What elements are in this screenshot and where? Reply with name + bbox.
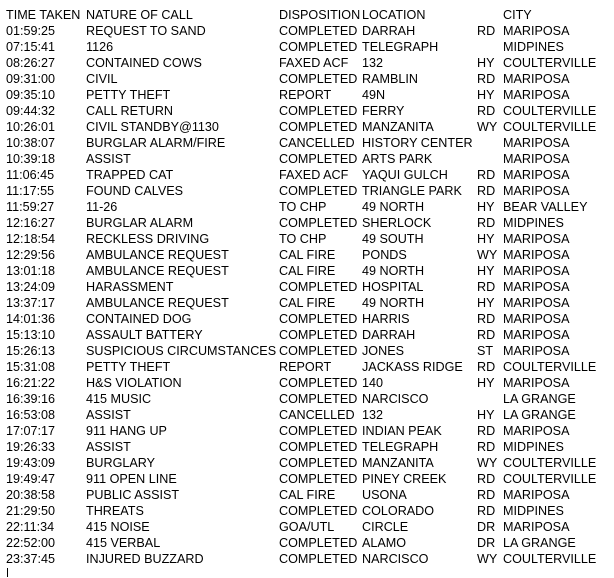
city-cell: MARIPOSA <box>503 152 570 166</box>
street-suffix-cell: WY <box>477 120 498 134</box>
table-row <box>6 247 608 263</box>
city-cell: LA GRANGE <box>503 392 576 406</box>
city-cell: MARIPOSA <box>503 88 570 102</box>
nature-of-call-cell: H&S VIOLATION <box>86 376 182 390</box>
time-cell: 11:59:27 <box>6 200 55 214</box>
table-row <box>6 407 608 423</box>
table-row <box>6 55 608 71</box>
street-suffix-cell: RD <box>477 328 496 342</box>
disposition-cell: COMPLETED <box>279 280 358 294</box>
time-cell: 10:26:01 <box>6 120 56 134</box>
location-cell: 132 <box>362 408 384 422</box>
street-suffix-cell: WY <box>477 552 498 566</box>
disposition-cell: COMPLETED <box>279 104 358 118</box>
city-cell: MIDPINES <box>503 504 564 518</box>
disposition-cell: FAXED ACF <box>279 168 349 182</box>
table-row <box>6 39 608 55</box>
header-disposition: DISPOSITION <box>279 8 361 22</box>
location-cell: PINEY CREEK <box>362 472 447 486</box>
street-suffix-cell: RD <box>477 504 496 518</box>
disposition-cell: CAL FIRE <box>279 264 336 278</box>
table-row <box>6 503 608 519</box>
disposition-cell: FAXED ACF <box>279 56 349 70</box>
disposition-cell: REPORT <box>279 360 332 374</box>
time-cell: 12:29:56 <box>6 248 56 262</box>
location-cell: 49 SOUTH <box>362 232 424 246</box>
table-row <box>6 199 608 215</box>
disposition-cell: COMPLETED <box>279 24 358 38</box>
location-cell: 49N <box>362 88 386 102</box>
disposition-cell: COMPLETED <box>279 504 358 518</box>
time-cell: 08:26:27 <box>6 56 56 70</box>
time-cell: 10:38:07 <box>6 136 56 150</box>
nature-of-call-cell: 11-26 <box>86 200 118 214</box>
disposition-cell: COMPLETED <box>279 376 358 390</box>
table-row <box>6 535 608 551</box>
table-row <box>6 439 608 455</box>
city-cell: MARIPOSA <box>503 232 570 246</box>
city-cell: MARIPOSA <box>503 280 570 294</box>
location-cell: 49 NORTH <box>362 264 425 278</box>
street-suffix-cell: RD <box>477 472 496 486</box>
call-log-table <box>6 7 608 567</box>
location-cell: ARTS PARK <box>362 152 433 166</box>
city-cell: COULTERVILLE <box>503 56 597 70</box>
street-suffix-cell: HY <box>477 56 495 70</box>
city-cell: MARIPOSA <box>503 72 570 86</box>
location-cell: NARCISCO <box>362 392 429 406</box>
table-row <box>6 471 608 487</box>
street-suffix-cell: WY <box>477 248 498 262</box>
disposition-cell: COMPLETED <box>279 120 358 134</box>
city-cell: MARIPOSA <box>503 488 570 502</box>
time-cell: 14:01:36 <box>6 312 56 326</box>
location-cell: RAMBLIN <box>362 72 418 86</box>
location-cell: 49 NORTH <box>362 296 425 310</box>
location-cell: COLORADO <box>362 504 435 518</box>
nature-of-call-cell: FOUND CALVES <box>86 184 184 198</box>
disposition-cell: COMPLETED <box>279 552 358 566</box>
city-cell: MARIPOSA <box>503 248 570 262</box>
nature-of-call-cell: 415 MUSIC <box>86 392 152 406</box>
street-suffix-cell: RD <box>477 424 496 438</box>
time-cell: 09:31:00 <box>6 72 56 86</box>
table-row <box>6 71 608 87</box>
time-cell: 11:06:45 <box>6 168 55 182</box>
disposition-cell: COMPLETED <box>279 184 358 198</box>
time-cell: 19:26:33 <box>6 440 56 454</box>
nature-of-call-cell: AMBULANCE REQUEST <box>86 264 229 278</box>
location-cell: HOSPITAL <box>362 280 424 294</box>
table-row <box>6 231 608 247</box>
disposition-cell: TO CHP <box>279 200 327 214</box>
city-cell: LA GRANGE <box>503 536 576 550</box>
nature-of-call-cell: RECKLESS DRIVING <box>86 232 210 246</box>
disposition-cell: COMPLETED <box>279 536 358 550</box>
time-cell: 17:07:17 <box>6 424 56 438</box>
location-cell: 140 <box>362 376 384 390</box>
table-row <box>6 23 608 39</box>
table-row <box>6 215 608 231</box>
nature-of-call-cell: BURGLARY <box>86 456 156 470</box>
location-cell: TELEGRAPH <box>362 440 439 454</box>
header-location: LOCATION <box>362 8 426 22</box>
nature-of-call-cell: 1126 <box>86 40 114 54</box>
street-suffix-cell: RD <box>477 72 496 86</box>
time-cell: 13:37:17 <box>6 296 56 310</box>
nature-of-call-cell: CIVIL STANDBY@1130 <box>86 120 219 134</box>
nature-of-call-cell: PUBLIC ASSIST <box>86 488 180 502</box>
nature-of-call-cell: CONTAINED COWS <box>86 56 202 70</box>
disposition-cell: CANCELLED <box>279 408 355 422</box>
city-cell: MARIPOSA <box>503 520 570 534</box>
time-cell: 11:17:55 <box>6 184 55 198</box>
nature-of-call-cell: ASSIST <box>86 440 131 454</box>
location-cell: PONDS <box>362 248 407 262</box>
disposition-cell: CAL FIRE <box>279 488 336 502</box>
time-cell: 21:29:50 <box>6 504 56 518</box>
nature-of-call-cell: AMBULANCE REQUEST <box>86 296 229 310</box>
nature-of-call-cell: PETTY THEFT <box>86 360 171 374</box>
location-cell: HARRIS <box>362 312 410 326</box>
location-cell: CIRCLE <box>362 520 409 534</box>
location-cell: HISTORY CENTER <box>362 136 473 150</box>
street-suffix-cell: RD <box>477 184 496 198</box>
city-cell: COULTERVILLE <box>503 552 597 566</box>
street-suffix-cell: RD <box>477 104 496 118</box>
time-cell: 15:13:10 <box>6 328 56 342</box>
time-cell: 13:24:09 <box>6 280 56 294</box>
time-cell: 16:21:22 <box>6 376 56 390</box>
table-row <box>6 343 608 359</box>
header-row <box>6 7 608 23</box>
city-cell: MARIPOSA <box>503 312 570 326</box>
location-cell: SHERLOCK <box>362 216 432 230</box>
time-cell: 13:01:18 <box>6 264 56 278</box>
time-cell: 16:53:08 <box>6 408 56 422</box>
nature-of-call-cell: REQUEST TO SAND <box>86 24 206 38</box>
location-cell: JACKASS RIDGE <box>362 360 463 374</box>
table-row <box>6 359 608 375</box>
street-suffix-cell <box>477 391 503 407</box>
city-cell: BEAR VALLEY <box>503 200 588 214</box>
location-cell: FERRY <box>362 104 405 118</box>
header-street-suffix <box>477 7 503 23</box>
city-cell: COULTERVILLE <box>503 104 597 118</box>
city-cell: COULTERVILLE <box>503 456 597 470</box>
nature-of-call-cell: SUSPICIOUS CIRCUMSTANCES <box>86 344 277 358</box>
time-cell: 09:44:32 <box>6 104 56 118</box>
city-cell: MIDPINES <box>503 440 564 454</box>
street-suffix-cell: HY <box>477 232 495 246</box>
city-cell: MARIPOSA <box>503 424 570 438</box>
nature-of-call-cell: TRAPPED CAT <box>86 168 174 182</box>
table-row <box>6 167 608 183</box>
location-cell: USONA <box>362 488 407 502</box>
time-cell: 09:35:10 <box>6 88 56 102</box>
disposition-cell: COMPLETED <box>279 40 358 54</box>
location-cell: DARRAH <box>362 328 416 342</box>
city-cell: MARIPOSA <box>503 296 570 310</box>
street-suffix-cell <box>477 135 503 151</box>
city-cell: MARIPOSA <box>503 24 570 38</box>
time-cell: 01:59:25 <box>6 24 56 38</box>
city-cell: MARIPOSA <box>503 264 570 278</box>
street-suffix-cell: RD <box>477 440 496 454</box>
street-suffix-cell: RD <box>477 488 496 502</box>
table-row <box>6 119 608 135</box>
location-cell: 132 <box>362 56 384 70</box>
disposition-cell: CAL FIRE <box>279 248 336 262</box>
disposition-cell: COMPLETED <box>279 152 358 166</box>
location-cell: MANZANITA <box>362 120 434 134</box>
city-cell: COULTERVILLE <box>503 472 597 486</box>
table-row <box>6 151 608 167</box>
time-cell: 22:52:00 <box>6 536 56 550</box>
table-row <box>6 423 608 439</box>
time-cell: 22:11:34 <box>6 520 55 534</box>
city-cell: MARIPOSA <box>503 376 570 390</box>
time-cell: 16:39:16 <box>6 392 56 406</box>
city-cell: MIDPINES <box>503 216 564 230</box>
city-cell: COULTERVILLE <box>503 120 597 134</box>
nature-of-call-cell: PETTY THEFT <box>86 88 171 102</box>
street-suffix-cell: HY <box>477 408 495 422</box>
street-suffix-cell: DR <box>477 520 496 534</box>
table-row <box>6 103 608 119</box>
disposition-cell: COMPLETED <box>279 424 358 438</box>
nature-of-call-cell: AMBULANCE REQUEST <box>86 248 229 262</box>
nature-of-call-cell: ASSIST <box>86 408 131 422</box>
location-cell: DARRAH <box>362 24 416 38</box>
table-row <box>6 519 608 535</box>
nature-of-call-cell: 415 VERBAL <box>86 536 161 550</box>
nature-of-call-cell: 415 NOISE <box>86 520 150 534</box>
street-suffix-cell: RD <box>477 312 496 326</box>
disposition-cell: TO CHP <box>279 232 327 246</box>
disposition-cell: COMPLETED <box>279 344 358 358</box>
street-suffix-cell: HY <box>477 296 495 310</box>
disposition-cell: CAL FIRE <box>279 296 336 310</box>
table-row <box>6 135 608 151</box>
table-row <box>6 375 608 391</box>
nature-of-call-cell: ASSIST <box>86 152 131 166</box>
disposition-cell: REPORT <box>279 88 332 102</box>
time-cell: 19:43:09 <box>6 456 56 470</box>
street-suffix-cell: RD <box>477 24 496 38</box>
table-row <box>6 327 608 343</box>
disposition-cell: COMPLETED <box>279 328 358 342</box>
location-cell: YAQUI GULCH <box>362 168 448 182</box>
location-cell: 49 NORTH <box>362 200 425 214</box>
location-cell: INDIAN PEAK <box>362 424 442 438</box>
table-row <box>6 183 608 199</box>
time-cell: 12:16:27 <box>6 216 56 230</box>
disposition-cell: CANCELLED <box>279 136 355 150</box>
page-edge-mark <box>7 568 8 577</box>
location-cell: JONES <box>362 344 404 358</box>
disposition-cell: COMPLETED <box>279 312 358 326</box>
table-row <box>6 279 608 295</box>
street-suffix-cell: WY <box>477 456 498 470</box>
disposition-cell: COMPLETED <box>279 456 358 470</box>
table-row <box>6 263 608 279</box>
nature-of-call-cell: CALL RETURN <box>86 104 174 118</box>
city-cell: MARIPOSA <box>503 184 570 198</box>
city-cell: MARIPOSA <box>503 328 570 342</box>
street-suffix-cell <box>477 151 503 167</box>
table-row <box>6 551 608 567</box>
disposition-cell: GOA/UTL <box>279 520 335 534</box>
time-cell: 19:49:47 <box>6 472 56 486</box>
disposition-cell: COMPLETED <box>279 216 358 230</box>
disposition-cell: COMPLETED <box>279 392 358 406</box>
nature-of-call-cell: ASSAULT BATTERY <box>86 328 203 342</box>
city-cell: LA GRANGE <box>503 408 576 422</box>
city-cell: MIDPINES <box>503 40 564 54</box>
disposition-cell: COMPLETED <box>279 472 358 486</box>
time-cell: 10:39:18 <box>6 152 56 166</box>
nature-of-call-cell: 911 HANG UP <box>86 424 167 438</box>
street-suffix-cell: RD <box>477 360 496 374</box>
location-cell: ALAMO <box>362 536 407 550</box>
nature-of-call-cell: INJURED BUZZARD <box>86 552 204 566</box>
disposition-cell: COMPLETED <box>279 440 358 454</box>
street-suffix-cell: HY <box>477 200 495 214</box>
call-log-body <box>6 23 608 567</box>
street-suffix-cell: HY <box>477 264 495 278</box>
location-cell: TRIANGLE PARK <box>362 184 462 198</box>
street-suffix-cell: RD <box>477 216 496 230</box>
location-cell: TELEGRAPH <box>362 40 439 54</box>
city-cell: MARIPOSA <box>503 344 570 358</box>
city-cell: COULTERVILLE <box>503 360 597 374</box>
nature-of-call-cell: BURGLAR ALARM/FIRE <box>86 136 226 150</box>
time-cell: 12:18:54 <box>6 232 56 246</box>
time-cell: 07:15:41 <box>6 40 56 54</box>
street-suffix-cell: DR <box>477 536 496 550</box>
nature-of-call-cell: CONTAINED DOG <box>86 312 192 326</box>
city-cell: MARIPOSA <box>503 136 570 150</box>
table-row <box>6 87 608 103</box>
header-nature-of-call: NATURE OF CALL <box>86 8 193 22</box>
location-cell: NARCISCO <box>362 552 429 566</box>
street-suffix-cell: HY <box>477 88 495 102</box>
street-suffix-cell: RD <box>477 168 496 182</box>
nature-of-call-cell: THREATS <box>86 504 144 518</box>
nature-of-call-cell: 911 OPEN LINE <box>86 472 177 486</box>
street-suffix-cell: RD <box>477 280 496 294</box>
location-cell: MANZANITA <box>362 456 434 470</box>
nature-of-call-cell: BURGLAR ALARM <box>86 216 194 230</box>
table-row <box>6 311 608 327</box>
time-cell: 15:26:13 <box>6 344 56 358</box>
table-row <box>6 295 608 311</box>
city-cell: MARIPOSA <box>503 168 570 182</box>
nature-of-call-cell: HARASSMENT <box>86 280 174 294</box>
table-row <box>6 391 608 407</box>
table-row <box>6 455 608 471</box>
disposition-cell: COMPLETED <box>279 72 358 86</box>
header-city: CITY <box>503 8 532 22</box>
nature-of-call-cell: CIVIL <box>86 72 118 86</box>
street-suffix-cell <box>477 39 503 55</box>
table-row <box>6 487 608 503</box>
header-time-taken: TIME TAKEN <box>6 8 81 22</box>
time-cell: 20:38:58 <box>6 488 56 502</box>
street-suffix-cell: ST <box>477 344 494 358</box>
time-cell: 15:31:08 <box>6 360 56 374</box>
street-suffix-cell: HY <box>477 376 495 390</box>
time-cell: 23:37:45 <box>6 552 56 566</box>
